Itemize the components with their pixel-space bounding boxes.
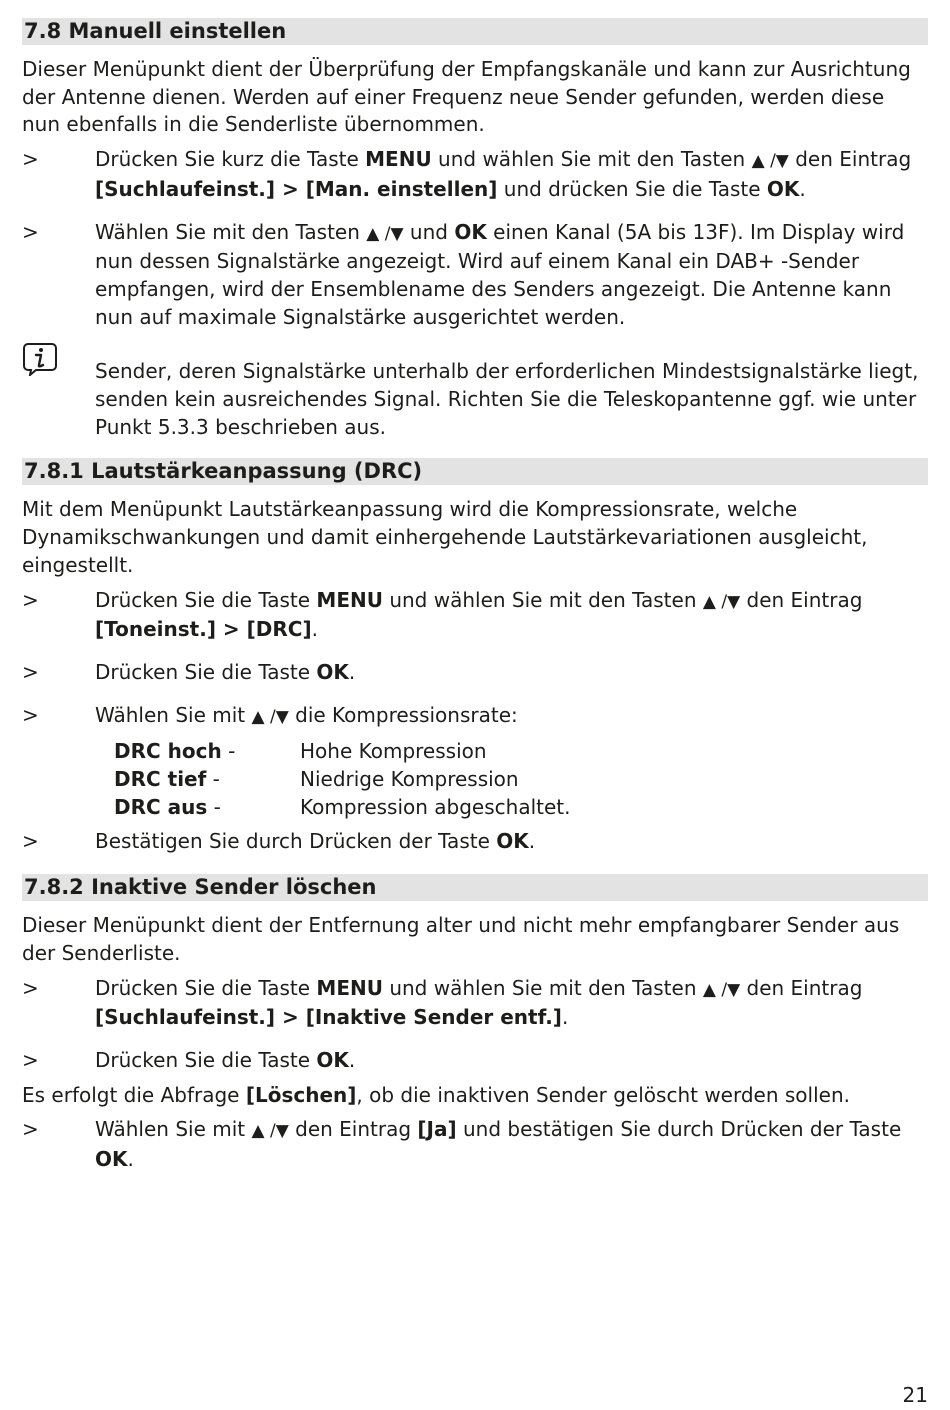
drc-options (22, 738, 928, 821)
menu-path: [Suchlaufeinst.] > [Man. einstellen] (95, 176, 498, 201)
step-7-8-1-2: > Drücken Sie die Taste OK. (22, 659, 928, 687)
drc-option-row: DRC aus - Kompression abgeschaltet. (114, 794, 571, 819)
drc-option-row: DRC tief - Niedrige Kompression (114, 767, 519, 792)
key-ok: OK (454, 219, 487, 244)
key-ok: OK (316, 1047, 349, 1072)
step-7-8-1-4: > Bestätigen Sie durch Drücken der Taste OK. (22, 828, 928, 856)
key-ok: OK (316, 659, 349, 684)
step-7-8-2: > Wählen Sie mit den Tasten ▲ /▼ und OK einen Kanal (5A bis 13F). Im Display wird nun dessen Signalstärke angezeigt. Wird auf einem Kanal ein DAB+ -Sender empfangen, wird der Ensemblename des Senders angezeigt. Die Antenne kann nun auf maximale Signalstärke ausgerichtet werden. (22, 219, 905, 329)
bullet-arrow: > (22, 147, 39, 172)
menu-path: [Toneinst.] > [DRC] (95, 617, 312, 642)
page-number: 21 (902, 1383, 928, 1407)
key-menu: MENU (316, 975, 383, 1000)
key-ok: OK (95, 1147, 128, 1172)
up-down-keys: ▲ /▼ (751, 151, 789, 172)
up-down-keys: ▲ /▼ (251, 1121, 289, 1142)
manual-page (22, 18, 928, 1174)
up-down-keys: ▲ /▼ (702, 591, 741, 612)
menu-entry-ja: [Ja] (417, 1117, 457, 1142)
key-ok: OK (766, 176, 800, 201)
query-line: Es erfolgt die Abfrage [Löschen], ob die inaktiven Sender gelöscht werden sollen. (22, 1082, 850, 1107)
up-down-keys: ▲ /▼ (251, 706, 289, 727)
key-menu: MENU (316, 587, 383, 612)
note-7-8: Sender, deren Signalstärke unterhalb der erforderlichen Mindestsignalstärke liegt, senden kein ausreichendes Signal. Richten Sie die Teleskopantenne ggf. wie unter Punkt 5.3.3 beschrieben aus. (95, 359, 919, 439)
bullet-arrow: > (22, 659, 39, 684)
section-intro-7-8: Dieser Menüpunkt dient der Überprüfung der Empfangskanäle und kann zur Ausrichtung der Antenne dienen. Werden auf einer Frequenz neue Sender gefunden, werden diese nun ebenfalls in die Senderliste übernommen. (22, 57, 911, 137)
step-7-8-1-1: > Drücken Sie die Taste MENU und wählen Sie mit den Tasten ▲ /▼ den Eintrag [Toneinst.] > [DRC]. (22, 587, 863, 642)
key-ok: OK (496, 829, 529, 854)
step-7-8-2-3: > Wählen Sie mit ▲ /▼ den Eintrag [Ja] und bestätigen Sie durch Drücken der Taste OK. (22, 1117, 902, 1172)
bullet-arrow: > (22, 587, 39, 612)
up-down-keys: ▲ /▼ (702, 979, 741, 1000)
step-7-8-1: > Drücken Sie kurz die Taste MENU und wählen Sie mit den Tasten ▲ /▼ den Eintrag [Suchlaufeinst.] > [Man. einstellen] und drücken Sie die Taste OK. (22, 147, 912, 201)
menu-entry-loeschen: [Löschen] (245, 1082, 357, 1107)
section-heading-7-8-1: 7.8.1 Lautstärkeanpassung (DRC) (22, 458, 928, 485)
step-7-8-1-3: > Wählen Sie mit ▲ /▼ die Kompressionsrate: (22, 702, 928, 732)
drc-option-row: DRC hoch - Hohe Kompression (114, 739, 487, 764)
bullet-arrow: > (22, 1047, 39, 1072)
bullet-arrow: > (22, 219, 39, 244)
step-7-8-2-1: > Drücken Sie die Taste MENU und wählen Sie mit den Tasten ▲ /▼ den Eintrag [Suchlaufeinst.] > [Inaktive Sender entf.]. (22, 975, 863, 1030)
bullet-arrow: > (22, 975, 39, 1000)
bullet-arrow: > (22, 829, 39, 854)
up-down-keys: ▲ /▼ (366, 223, 404, 244)
step-7-8-2-2: > Drücken Sie die Taste OK. (22, 1047, 928, 1075)
section-heading-7-8-2: 7.8.2 Inaktive Sender löschen (22, 874, 928, 901)
section-heading-7-8: 7.8 Manuell einstellen (22, 18, 928, 45)
section-intro-7-8-2: Dieser Menüpunkt dient der Entfernung alter und nicht mehr empfangbarer Sender aus der Senderliste. (22, 913, 900, 965)
bullet-arrow: > (22, 1117, 39, 1142)
bullet-arrow: > (22, 702, 39, 727)
section-intro-7-8-1: Mit dem Menüpunkt Lautstärkeanpassung wird die Kompressionsrate, welche Dynamikschwankungen und damit einhergehende Lautstärkevariationen ausgleicht, eingestellt. (22, 497, 868, 577)
key-menu: MENU (365, 147, 432, 172)
menu-path: [Suchlaufeinst.] > [Inaktive Sender entf.] (95, 1005, 562, 1030)
